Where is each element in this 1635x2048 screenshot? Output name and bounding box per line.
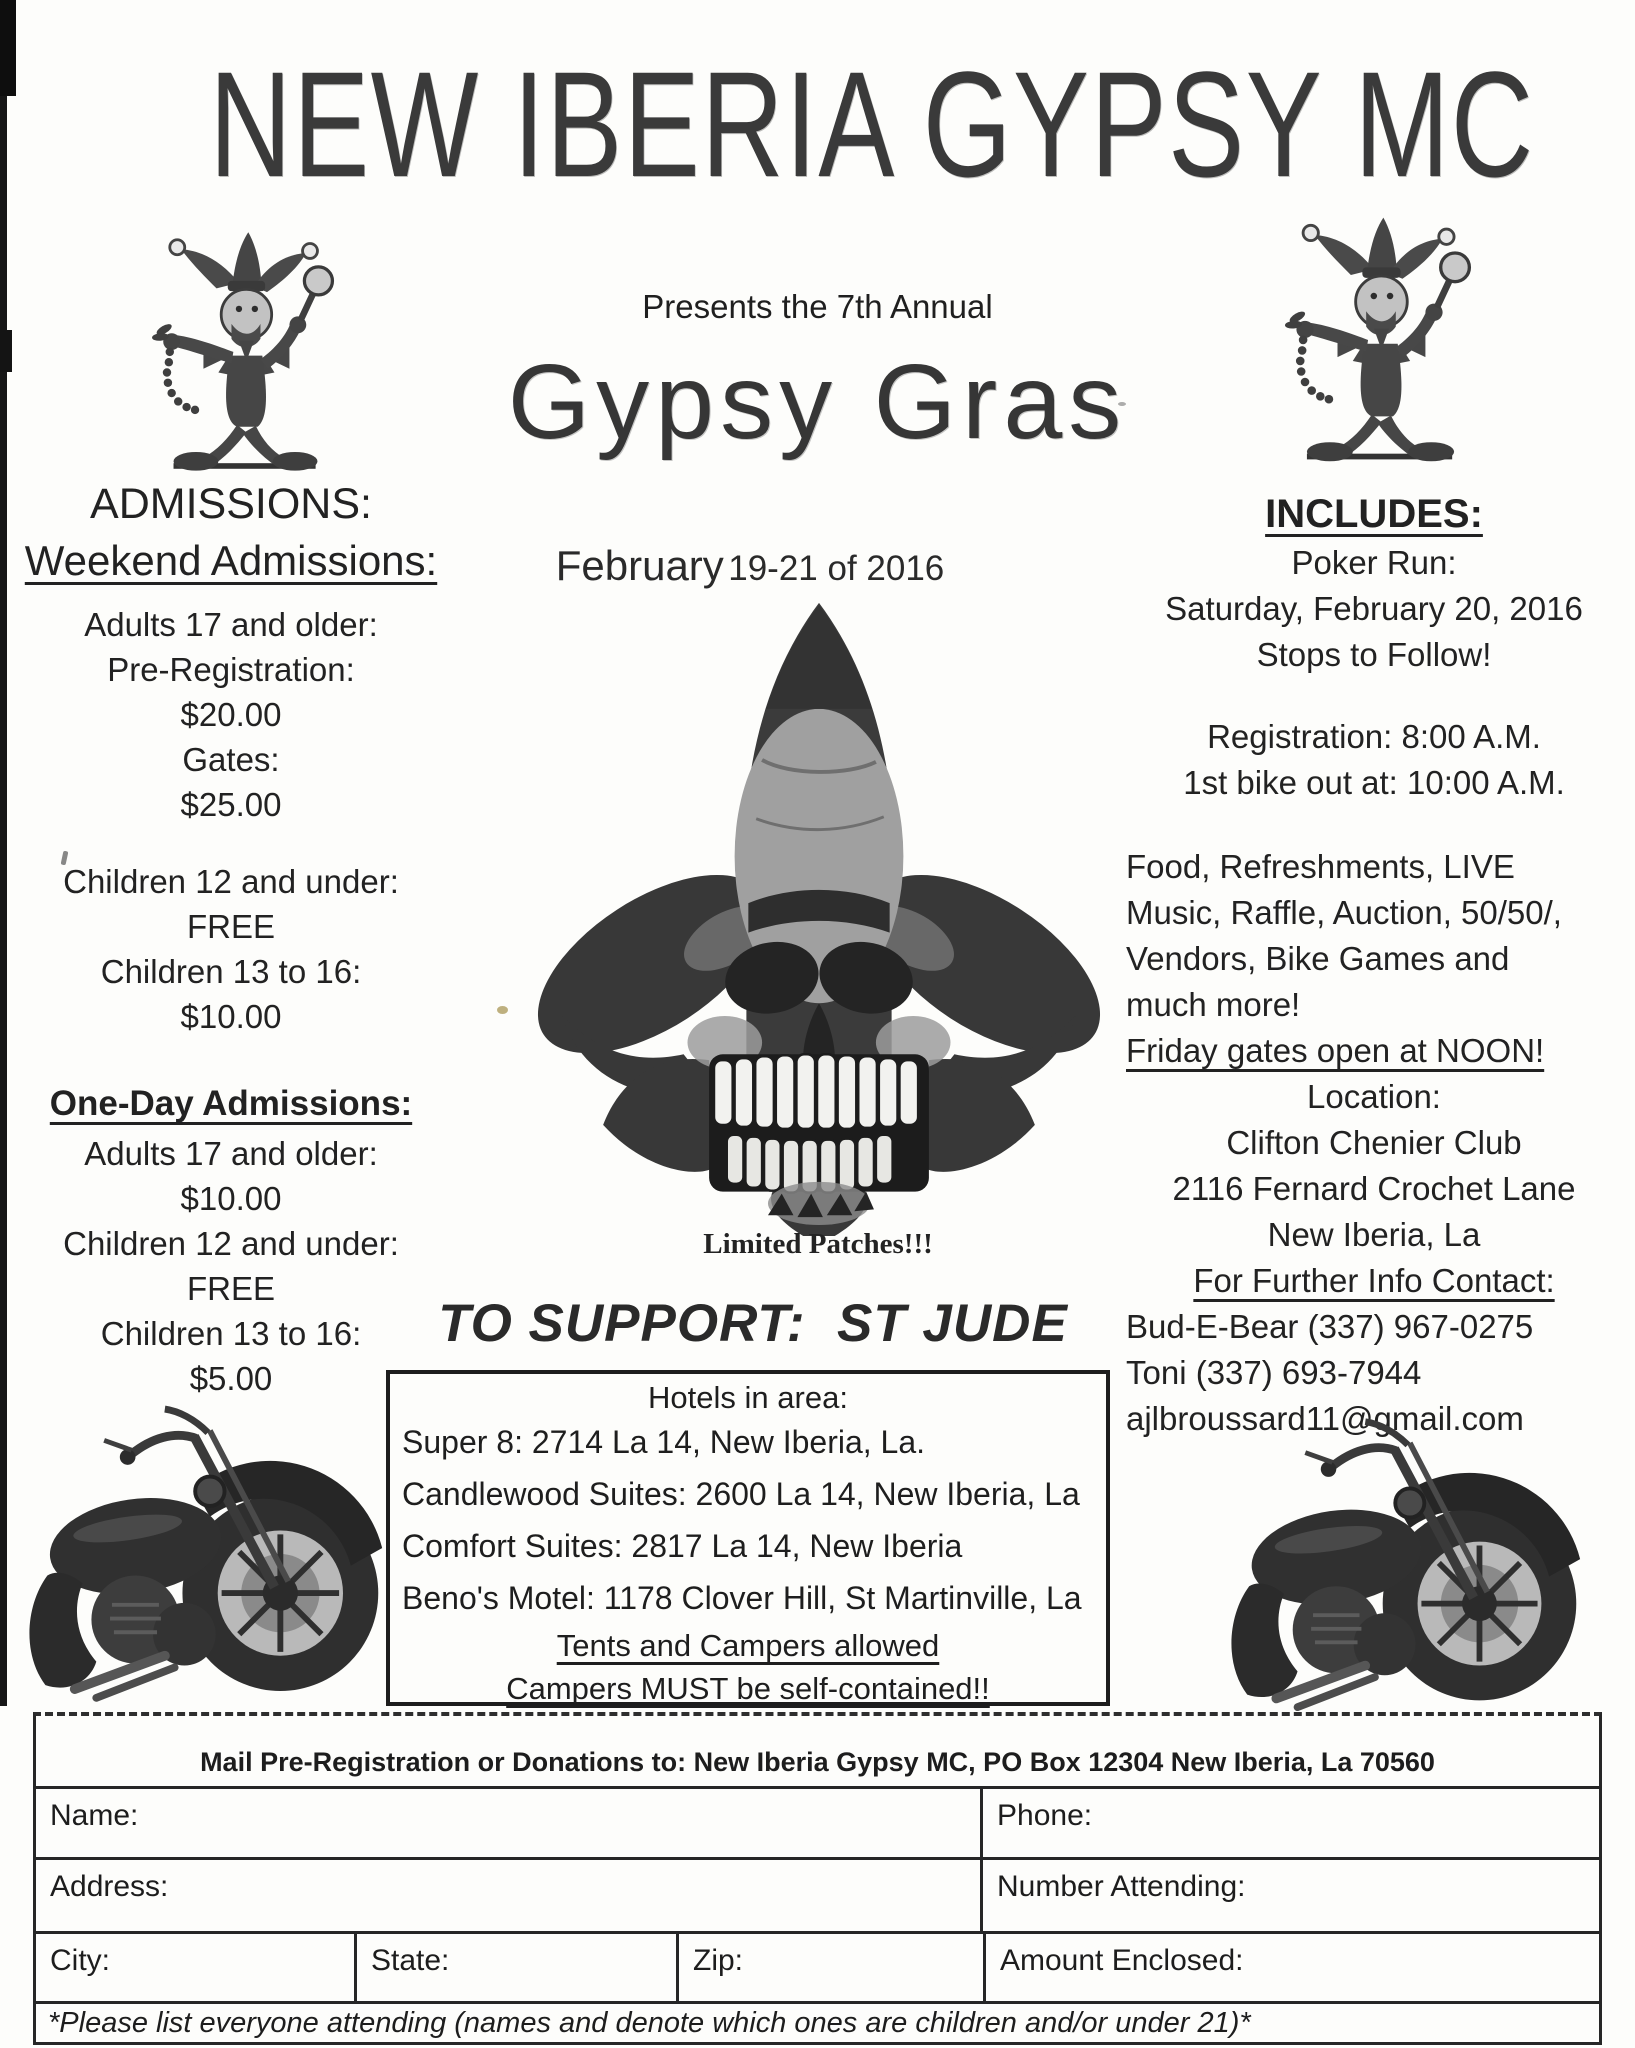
admission-line: Gates: [182,741,280,778]
registration-form [33,1712,1602,2045]
location-line: Clifton Chenier Club [1226,1124,1522,1161]
camping-notes [390,1624,1106,1710]
page-title [0,40,1635,208]
admission-line: FREE [186,908,275,945]
admission-line: Adults 17 and older: [84,1135,378,1172]
admissions-heading: ADMISSIONS: [90,480,372,528]
includes-section [1126,488,1622,1442]
admission-line: $5.00 [189,1360,273,1397]
poker-run-lines [1126,540,1622,678]
city-field: City: [50,1944,110,1977]
event-date-days: 19-21 of 2016 [728,549,945,588]
hotels-list [390,1416,1106,1624]
feature-line: Music, Raffle, Auction, 50/50/, [1126,894,1562,931]
address-field: Address: [50,1870,169,1903]
state-field: State: [354,1934,676,2001]
attendee-note-row [36,2001,1599,2042]
hotel-line: Super 8: 2714 La 14, New Iberia, La. [402,1424,926,1460]
admissions-section [5,476,457,1401]
location-line: 2116 Fernard Crochet Lane [1172,1170,1576,1207]
admission-line: $25.00 [180,786,282,823]
admission-line: $10.00 [180,1180,282,1217]
limited-patches-line: Limited Patches!!! [703,1228,933,1260]
poker-run-line: Poker Run: [1291,544,1457,581]
admission-line: Pre-Registration: [107,651,355,688]
hotel-line: Comfort Suites: 2817 La 14, New Iberia [402,1528,963,1564]
admission-line: Adults 17 and older: [84,606,378,643]
location-label: Location: [1307,1078,1441,1115]
admission-line: $20.00 [180,696,282,733]
camping-note-line: Campers MUST be self-contained!! [506,1671,990,1706]
contact-line: ajlbroussard11@gmail.com [1126,1400,1524,1437]
address-attending-row [36,1857,1599,1931]
name-field: Name: [50,1799,139,1832]
feature-line: Vendors, Bike Games and [1126,940,1510,977]
schedule-line: 1st bike out at: 10:00 A.M. [1183,764,1565,801]
location-lines [1126,1120,1622,1258]
feature-line: Food, Refreshments, LIVE [1126,848,1515,885]
number-attending-field: Number Attending: [980,1860,1599,1931]
admission-line: Children 12 and under: [63,863,399,900]
amount-enclosed-field: Amount Enclosed: [983,1934,1599,2001]
admission-line: Children 13 to 16: [100,953,362,990]
mail-instruction: Mail Pre-Registration or Donations to: New Iberia Gypsy MC, PO Box 12304 New Iberia, La 70560 [200,1747,1435,1777]
one-day-admission-prices [5,1131,457,1401]
location-line: New Iberia, La [1267,1216,1481,1253]
weekend-admissions-heading: Weekend Admissions: [24,537,438,584]
event-title: Gypsy Gras [507,343,1128,461]
weekend-admission-prices [5,602,457,827]
schedule-lines [1126,714,1622,806]
hotels-box [386,1370,1110,1706]
page-title-text: NEW IBERIA GYPSY MC [209,40,1535,208]
admission-line: Children 13 to 16: [100,1315,362,1352]
support-line: TO SUPPORT: ST JUDE [438,1294,1068,1353]
motorcycle-icon-left [18,1398,390,1704]
phone-field: Phone: [980,1789,1599,1857]
zip-field: Zip: [676,1934,983,2001]
city-state-zip-amount-row [36,1931,1599,2001]
contact-line: Toni (337) 693-7944 [1126,1354,1422,1391]
event-date-month: February [555,542,724,589]
friday-gates-note: Friday gates open at NOON! [1126,1032,1545,1069]
weekend-children-prices [5,859,457,1039]
contact-line: Bud-E-Bear (337) 967-0275 [1126,1308,1534,1345]
admission-line: FREE [186,1270,275,1307]
hotel-line: Candlewood Suites: 2600 La 14, New Iberia, La [402,1476,1080,1512]
schedule-line: Registration: 8:00 A.M. [1207,718,1541,755]
hotel-line: Beno's Motel: 1178 Clover Hill, St Martinville, La [402,1580,1082,1616]
admission-line: Children 12 and under: [63,1225,399,1262]
admission-line: $10.00 [180,998,282,1035]
skull-fleur-de-lis-icon [505,588,1133,1236]
name-phone-row [36,1786,1599,1857]
attendee-note: *Please list everyone attending (names and denote which ones are children and/or under 21)* [48,2007,1251,2039]
hotels-heading: Hotels in area: [648,1380,848,1415]
poker-run-line: Stops to Follow! [1256,636,1492,673]
mail-instruction-row [36,1716,1599,1786]
contact-heading: For Further Info Contact: [1193,1262,1555,1299]
features-lines [1126,844,1622,1028]
includes-heading: INCLUDES: [1265,492,1483,536]
camping-note-line: Tents and Campers allowed [556,1628,940,1663]
one-day-admissions-heading: One-Day Admissions: [49,1084,413,1123]
poker-run-line: Saturday, February 20, 2016 [1165,590,1583,627]
presents-line: Presents the 7th Annual [642,288,993,325]
motorcycle-icon-right [1178,1412,1630,1712]
feature-line: much more! [1126,986,1301,1023]
event-date [490,542,1010,590]
